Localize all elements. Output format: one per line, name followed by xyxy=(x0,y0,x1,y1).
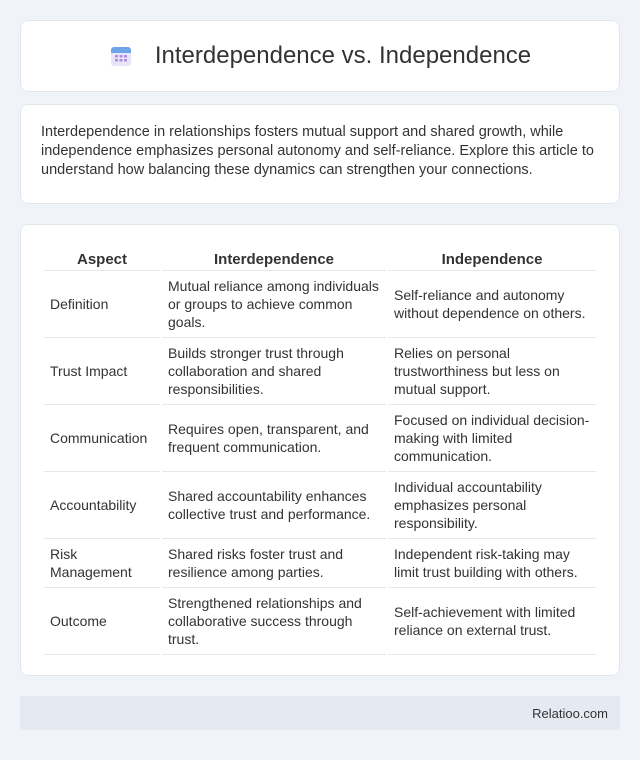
cell-aspect: Communication xyxy=(44,405,160,472)
cell-interdependence: Requires open, transparent, and frequent communication. xyxy=(162,405,386,472)
cell-independence: Individual accountability emphasizes personal responsibility. xyxy=(388,472,596,539)
cell-interdependence: Strengthened relationships and collaborative success through trust. xyxy=(162,588,386,655)
cell-aspect: Trust Impact xyxy=(44,338,160,405)
calendar-icon xyxy=(109,44,133,68)
comparison-table xyxy=(42,243,598,655)
cell-interdependence: Shared accountability enhances collective trust and performance. xyxy=(162,472,386,539)
header-interdependence: Interdependence xyxy=(162,243,386,271)
cell-interdependence: Mutual reliance among individuals or groups to achieve common goals. xyxy=(162,271,386,338)
page-title: Interdependence vs. Independence xyxy=(154,42,532,69)
table-row xyxy=(44,405,596,472)
title-card xyxy=(20,20,620,92)
footer xyxy=(20,696,620,730)
cell-aspect: Risk Management xyxy=(44,539,160,588)
cell-aspect: Accountability xyxy=(44,472,160,539)
cell-independence: Focused on individual decision-making with limited communication. xyxy=(388,405,596,472)
cell-independence: Self-achievement with limited reliance on external trust. xyxy=(388,588,596,655)
comparison-table-card xyxy=(20,224,620,676)
footer-brand: Relatioo.com xyxy=(532,705,608,721)
intro-text: Interdependence in relationships fosters mutual support and shared growth, while independence emphasizes personal autonomy and self-reliance. Explore this article to understand how balancing these dynamics can strengthen your connections. xyxy=(41,124,594,178)
header-aspect: Aspect xyxy=(44,243,160,271)
table-row xyxy=(44,338,596,405)
cell-independence: Independent risk-taking may limit trust building with others. xyxy=(388,539,596,588)
cell-independence: Relies on personal trustworthiness but less on mutual support. xyxy=(388,338,596,405)
table-row xyxy=(44,588,596,655)
table-row xyxy=(44,539,596,588)
cell-interdependence: Builds stronger trust through collaboration and shared responsibilities. xyxy=(162,338,386,405)
cell-interdependence: Shared risks foster trust and resilience among parties. xyxy=(162,539,386,588)
cell-aspect: Outcome xyxy=(44,588,160,655)
intro-card xyxy=(20,104,620,204)
cell-aspect: Definition xyxy=(44,271,160,338)
table-header-row xyxy=(44,243,596,271)
table-row xyxy=(44,472,596,539)
table-row xyxy=(44,271,596,338)
header-independence: Independence xyxy=(388,243,596,271)
cell-independence: Self-reliance and autonomy without dependence on others. xyxy=(388,271,596,338)
